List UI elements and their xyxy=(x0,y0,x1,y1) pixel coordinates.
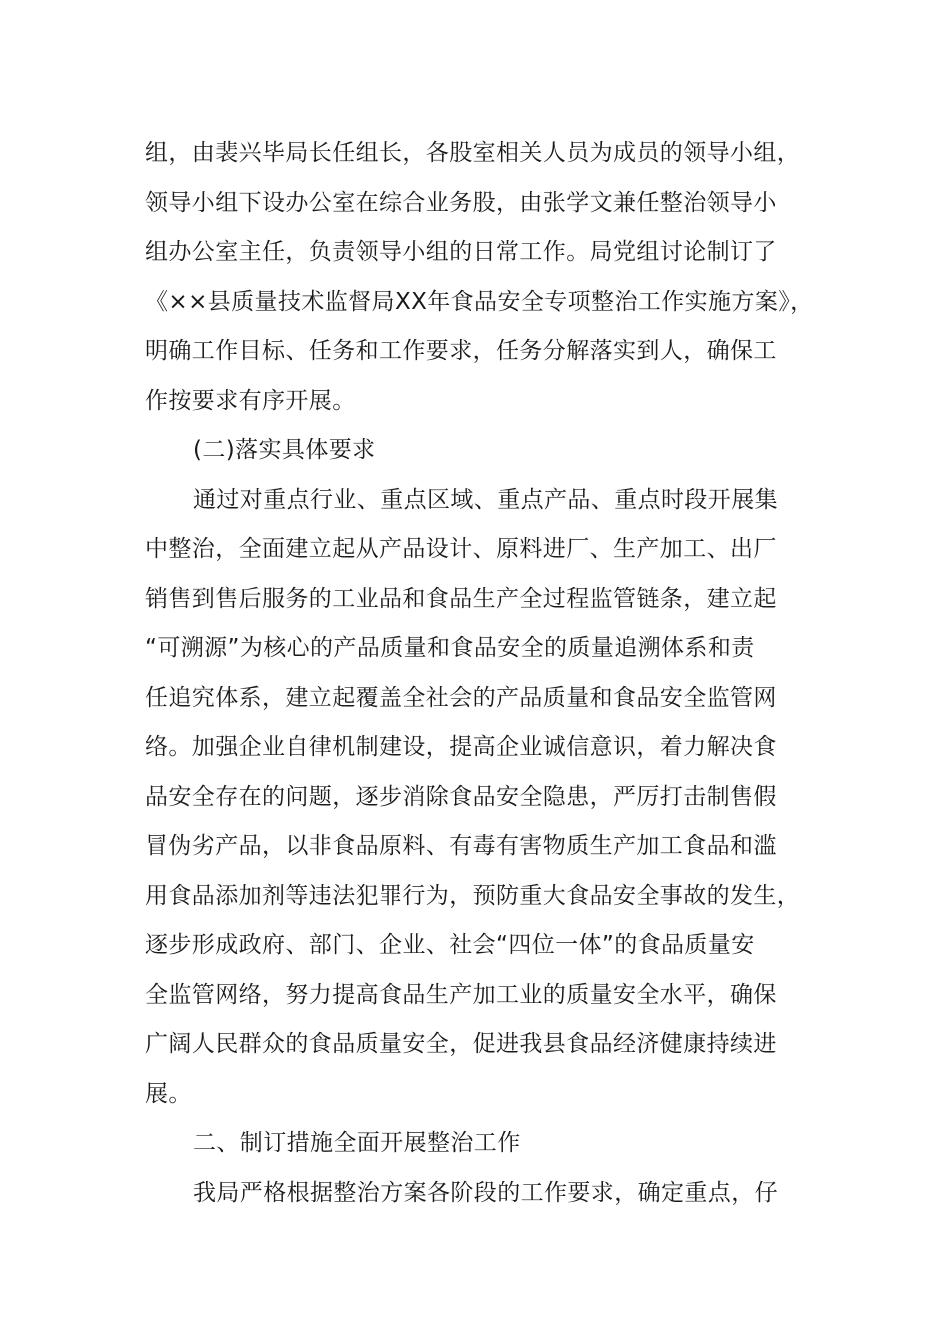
text-line: 品安全存在的问题，逐步消除食品安全隐患，严厉打击制售假 xyxy=(145,783,777,810)
text-line: 领导小组下设办公室在综合业务股，由张学文兼任整治领导小 xyxy=(145,189,777,216)
text-line: 明确工作目标、任务和工作要求，任务分解落实到人，确保工 xyxy=(145,338,777,364)
text-line: 展。 xyxy=(145,1080,192,1107)
text-line: “可溯源”为核心的产品质量和食品安全的质量追溯体系和责 xyxy=(145,635,755,661)
document-body xyxy=(145,129,835,1218)
text-line: (二)落实具体要求 xyxy=(193,437,376,463)
text-line: 通过对重点行业、重点区域、重点产品、重点时段开展集 xyxy=(193,486,778,513)
text-line: 中整治，全面建立起从产品设计、原料进厂、生产加工、出厂 xyxy=(145,536,777,562)
text-line: 任追究体系，建立起覆盖全社会的产品质量和食品安全监管网 xyxy=(145,684,777,711)
text-line: 冒伪劣产品，以非食品原料、有毒有害物质生产加工食品和滥 xyxy=(145,833,777,859)
text-line: 全监管网络，努力提高食品生产加工业的质量安全水平，确保 xyxy=(145,981,777,1008)
text-line: 络。加强企业自律机制建设，提高企业诚信意识，着力解决食 xyxy=(145,734,777,760)
text-line: 组，由裴兴毕局长任组长，各股室相关人员为成员的领导小组， xyxy=(145,140,801,166)
text-line: 销售到售后服务的工业品和食品生产全过程监管链条，建立起 xyxy=(145,585,777,612)
text-line: 《××县质量技术监督局XX年食品安全专项整治工作实施方案》， xyxy=(145,288,814,315)
text-line: 组办公室主任，负责领导小组的日常工作。局党组讨论制订了 xyxy=(145,239,777,265)
text-line: 逐步形成政府、部门、企业、社会“四位一体”的食品质量安 xyxy=(145,932,755,958)
text-line: 作按要求有序开展。 xyxy=(145,387,356,414)
text-line: 广阔人民群众的食品质量安全，促进我县食品经济健康持续进 xyxy=(145,1031,777,1057)
text-line: 我局严格根据整治方案各阶段的工作要求，确定重点，仔 xyxy=(193,1179,778,1206)
text-line: 用食品添加剂等违法犯罪行为，预防重大食品安全事故的发生， xyxy=(145,882,801,909)
text-line: 二、制订措施全面开展整治工作 xyxy=(193,1130,521,1156)
